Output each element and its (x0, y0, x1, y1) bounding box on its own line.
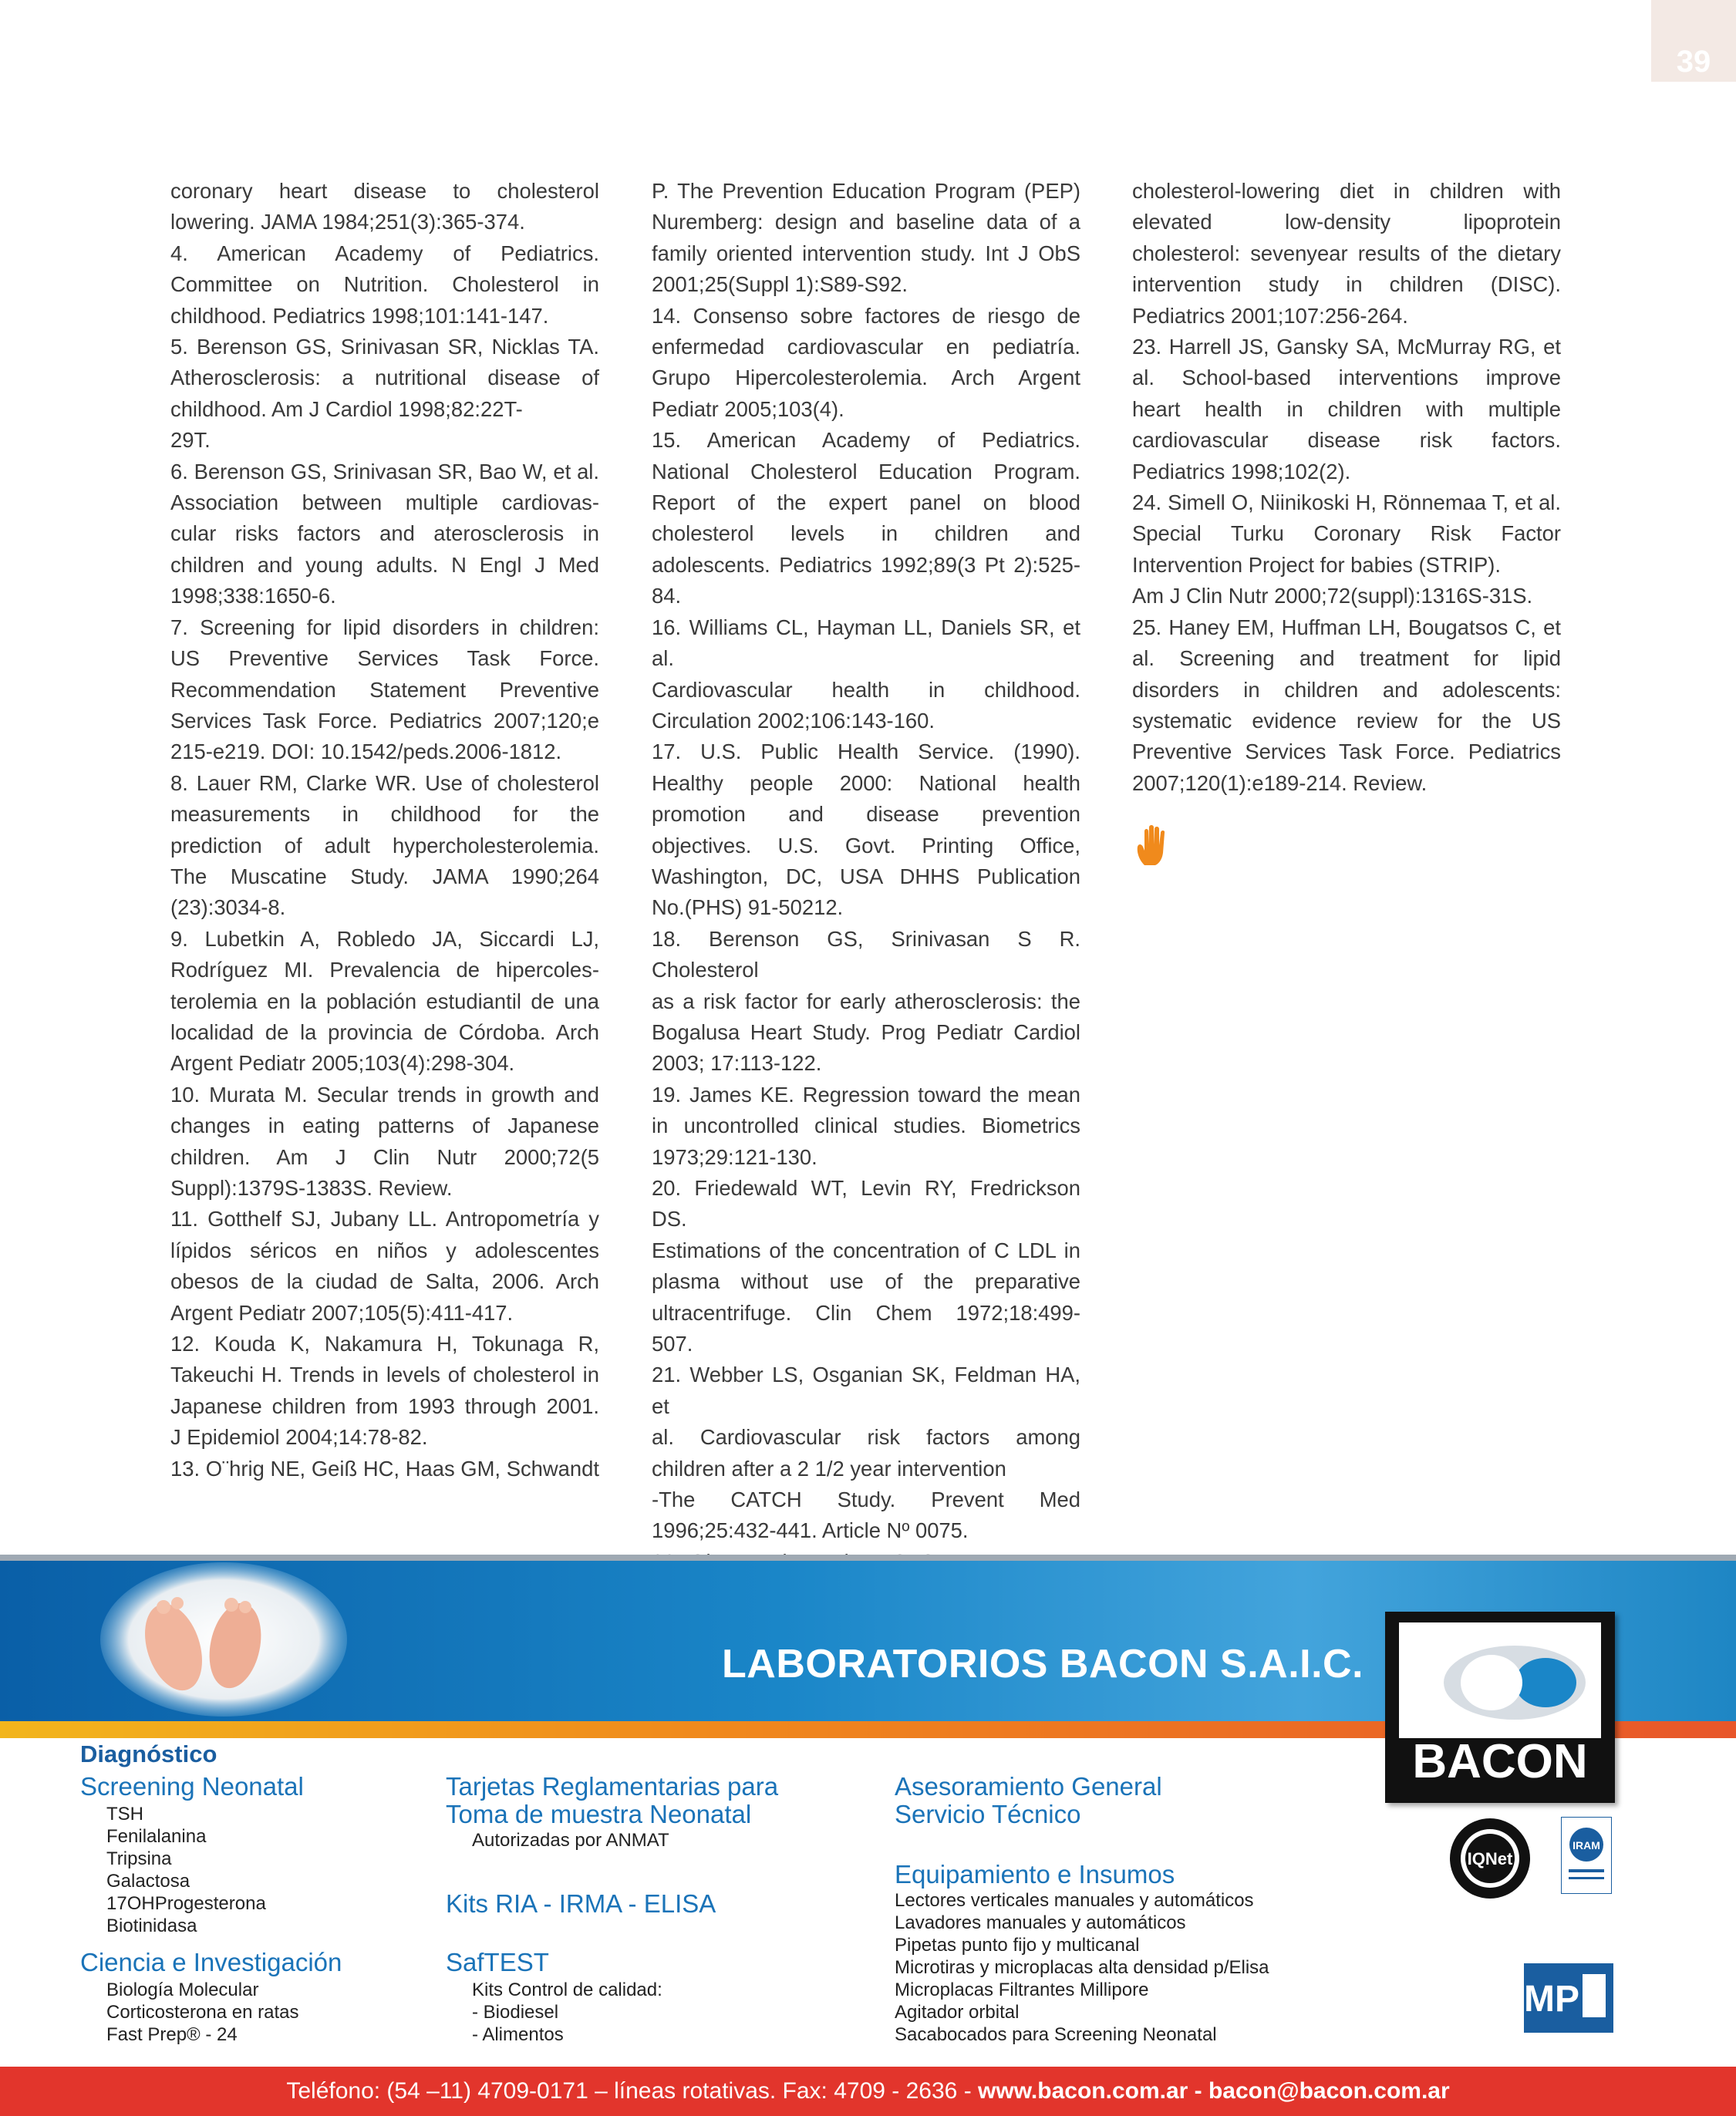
mp-logo (1524, 1963, 1613, 2033)
bacon-logo (1385, 1612, 1615, 1803)
reference-line: 16. Williams CL, Hayman LL, Daniels SR, et al. (652, 615, 1080, 671)
reference-line: 25. Haney EM, Huffman LH, Bougatsos C, et (1132, 615, 1561, 639)
reference-line: 2001;25(Suppl 1):S89-S92. (652, 272, 908, 297)
ciencia-heading: Ciencia e Investigación (80, 1948, 342, 1976)
reference-line: 14. Consenso sobre factores de riesgo de (652, 303, 1080, 328)
reference-line: Committee on Nutrition. Cholesterol in (170, 272, 599, 297)
reference-line: 24. Simell O, Niinikoski H, Rönnemaa T, et al. (1132, 490, 1561, 515)
reference-line: Special Turku Coronary Risk Factor (1132, 521, 1561, 546)
reference-line: 18. Berenson GS, Srinivasan S R. Cholesterol (652, 926, 1080, 982)
reference-line: Washington, DC, USA DHHS Publication (652, 864, 1080, 888)
reference-line: 17. U.S. Public Health Service. (1990). (652, 740, 1080, 764)
reference-line: 9. Lubetkin A, Robledo JA, Siccardi LJ, (170, 926, 599, 951)
reference-line: Pediatrics 2001;107:256-264. (1132, 303, 1408, 328)
contact-web-email[interactable]: www.bacon.com.ar - bacon@bacon.com.ar (978, 2078, 1450, 2104)
reference-line: localidad de la provincia de Córdoba. Arch (170, 1019, 599, 1044)
reference-line: Nuremberg: design and baseline data of a (652, 210, 1080, 234)
reference-line: Argent Pediatr 2005;103(4):298-304. (170, 1051, 515, 1076)
hand-icon (1134, 824, 1174, 867)
reference-line: plasma without use of the preparative (652, 1269, 1080, 1294)
reference-line: 20. Friedewald WT, Levin RY, Fredrickson DS. (652, 1176, 1080, 1232)
reference-line: Association between multiple cardiovas- (170, 490, 599, 515)
list-item: - Alimentos (472, 2024, 564, 2045)
reference-line: Recommendation Statement Preventive (170, 677, 599, 702)
reference-line: P. The Prevention Education Program (PEP) (652, 179, 1080, 203)
reference-line: 4. American Academy of Pediatrics. (170, 241, 599, 265)
reference-line: 29T. (170, 428, 211, 453)
reference-line: heart health in children with multiple (1132, 396, 1561, 421)
saftest-list (472, 1979, 662, 2046)
list-item: Corticosterona en ratas (106, 2002, 299, 2023)
reference-line: lípidos séricos en niños y adolescentes (170, 1238, 599, 1262)
reference-line: 2003; 17:113-122. (652, 1051, 822, 1076)
reference-line: Takeuchi H. Trends in levels of cholesterol in (170, 1363, 599, 1387)
reference-line: (23):3034-8. (170, 895, 286, 920)
list-item: Fenilalanina (106, 1826, 207, 1847)
list-item: Tripsina (106, 1848, 172, 1869)
reference-line: 2007;120(1):e189-214. Review. (1132, 770, 1428, 795)
reference-line: 21. Webber LS, Osganian SK, Feldman HA, et (652, 1363, 1080, 1418)
reference-line: -The CATCH Study. Prevent Med (652, 1488, 1080, 1512)
reference-line: cholesterol levels in children and (652, 521, 1080, 546)
reference-line: systematic evidence review for the US (1132, 708, 1561, 733)
iqnet-seal-icon (1448, 1817, 1532, 1900)
reference-line: cular risks factors and aterosclerosis in (170, 521, 599, 546)
reference-line: childhood. Am J Cardiol 1998;82:22T- (170, 396, 523, 421)
reference-line: children and young adults. N Engl J Med (170, 552, 599, 577)
reference-line: children after a 2 1/2 year intervention (652, 1456, 1006, 1481)
reference-line: intervention study in children (DISC). (1132, 272, 1561, 297)
kits-heading: Kits RIA - IRMA - ELISA (446, 1889, 716, 1918)
reference-line: J Epidemiol 2004;14:78-82. (170, 1425, 428, 1450)
list-item: Fast Prep® - 24 (106, 2024, 238, 2045)
list-item: Microtiras y microplacas alta densidad p/Elisa (895, 1957, 1269, 1978)
reference-line: Cardiovascular health in childhood. (652, 677, 1080, 702)
reference-line: 84. (652, 584, 682, 608)
reference-line: Services Task Force. Pediatrics 2007;120;e (170, 708, 599, 733)
list-item: Agitador orbital (895, 2002, 1020, 2023)
page-number: 39 (1651, 0, 1736, 82)
reference-line: cholesterol: sevenyear results of the dietary (1132, 241, 1561, 265)
tarjetas-heading-1: Tarjetas Reglamentarias para (446, 1772, 779, 1801)
reference-line: 12. Kouda K, Nakamura H, Tokunaga R, (170, 1332, 599, 1356)
advertisement (0, 1555, 1736, 2116)
list-item: 17OHProgesterona (106, 1893, 266, 1914)
equipamiento-heading: Equipamiento e Insumos (895, 1860, 1175, 1889)
reference-line: as a risk factor for early atherosclerosis: the (652, 989, 1080, 1013)
list-item: Galactosa (106, 1871, 190, 1892)
reference-line: cholesterol-lowering diet in children with (1132, 179, 1561, 203)
reference-line: elevated low-density lipoprotein (1132, 210, 1561, 234)
tarjetas-heading-2: Toma de muestra Neonatal (446, 1800, 752, 1828)
reference-line: Am J Clin Nutr 2000;72(suppl):1316S-31S. (1132, 584, 1533, 608)
reference-line: 6. Berenson GS, Srinivasan SR, Bao W, et al. (170, 459, 599, 484)
reference-line: Pediatr 2005;103(4). (652, 396, 844, 421)
screening-list (106, 1803, 266, 1937)
reference-line: 19. James KE. Regression toward the mean (652, 1082, 1080, 1107)
reference-line: children. Am J Clin Nutr 2000;72(5 (170, 1144, 599, 1169)
reference-line: Rodríguez MI. Prevalencia de hipercoles- (170, 958, 599, 982)
reference-line: 8. Lauer RM, Clarke WR. Use of cholesterol (170, 770, 599, 795)
diagnostico-heading: Diagnóstico (80, 1740, 217, 1767)
bacon-logo-mark (1399, 1622, 1601, 1738)
servicio-heading: Servicio Técnico (895, 1800, 1081, 1828)
reference-line: Preventive Services Task Force. Pediatrics (1132, 740, 1561, 764)
reference-line: al. Screening and treatment for lipid (1132, 646, 1561, 671)
reference-line: obesos de la ciudad de Salta, 2006. Arch (170, 1269, 599, 1294)
reference-line: childhood. Pediatrics 1998;101:141-147. (170, 303, 549, 328)
reference-line: al. School-based interventions improve (1132, 366, 1561, 390)
saftest-heading: SafTEST (446, 1948, 549, 1976)
reference-line: measurements in childhood for the (170, 802, 599, 827)
reference-line: 1973;29:121-130. (652, 1144, 817, 1169)
list-item: Pipetas punto fijo y multicanal (895, 1935, 1140, 1956)
reference-line: Argent Pediatr 2007;105(5):411-417. (170, 1300, 514, 1325)
reference-line: No.(PHS) 91-50212. (652, 895, 844, 920)
reference-line: 7. Screening for lipid disorders in children: (170, 615, 599, 639)
reference-line: 5. Berenson GS, Srinivasan SR, Nicklas TA. (170, 335, 599, 359)
reference-line: 1996;25:432-441. Article Nº 0075. (652, 1518, 969, 1543)
reference-line: objectives. U.S. Govt. Printing Office, (652, 833, 1080, 858)
baby-feet-image (100, 1562, 347, 1717)
list-item: Microplacas Filtrantes Millipore (895, 1980, 1149, 2000)
iram-seal-text: IRAM (1573, 1839, 1600, 1852)
reference-line: al. Cardiovascular risk factors among (652, 1425, 1080, 1450)
reference-line: terolemia en la población estudiantil de una (170, 989, 599, 1013)
list-item: Lectores verticales manuales y automáticos (895, 1890, 1254, 1911)
reference-line: cardiovascular disease risk factors. (1132, 428, 1561, 453)
company-name: LABORATORIOS BACON S.A.I.C. (722, 1642, 1364, 1686)
contact-text (0, 2067, 1736, 2116)
reference-line: changes in eating patterns of Japanese (170, 1114, 599, 1138)
reference-line: 13. O¨hrig NE, Geiß HC, Haas GM, Schwandt (170, 1456, 599, 1481)
reference-line: Estimations of the concentration of C LDL in (652, 1238, 1080, 1262)
ciencia-list (106, 1979, 298, 2046)
reference-line: 507. (652, 1332, 693, 1356)
equipamiento-list (895, 1889, 1269, 2046)
list-item: TSH (106, 1804, 143, 1825)
bacon-logo-text: BACON (1412, 1735, 1588, 1788)
reference-line: 215-e219. DOI: 10.1542/peds.2006-1812. (170, 740, 562, 764)
list-item: Biología Molecular (106, 1980, 259, 2000)
reference-line: 10. Murata M. Secular trends in growth and (170, 1082, 599, 1107)
contact-phone-fax: Teléfono: (54 –11) 4709-0171 – líneas rotativas. Fax: 4709 - 2636 - (286, 2078, 979, 2104)
reference-line: Healthy people 2000: National health (652, 770, 1080, 795)
reference-line: ultracentrifuge. Clin Chem 1972;18:499- (652, 1300, 1080, 1325)
reference-line: disorders in children and adolescents: (1132, 677, 1561, 702)
reference-line: lowering. JAMA 1984;251(3):365-374. (170, 210, 525, 234)
reference-column-2 (652, 176, 1080, 1640)
reference-line: coronary heart disease to cholesterol (170, 179, 599, 203)
mp-logo-text: MP (1524, 1979, 1579, 2020)
ad-top-rule (0, 1555, 1736, 1561)
reference-line: Grupo Hipercolesterolemia. Arch Argent (652, 366, 1080, 390)
list-item: Biotinidasa (106, 1916, 197, 1936)
reference-line: Japanese children from 1993 through 2001. (170, 1393, 599, 1418)
contact-footer (0, 2067, 1736, 2116)
screening-heading: Screening Neonatal (80, 1772, 304, 1801)
list-item: Kits Control de calidad: (472, 1980, 662, 2000)
reference-line: National Cholesterol Education Program. (652, 459, 1080, 484)
reference-line: promotion and disease prevention (652, 802, 1080, 827)
iram-seal-icon (1561, 1817, 1612, 1894)
reference-line: Bogalusa Heart Study. Prog Pediatr Cardiol (652, 1019, 1080, 1044)
reference-line: family oriented intervention study. Int J ObS (652, 241, 1080, 265)
asesoramiento-heading: Asesoramiento General (895, 1772, 1162, 1801)
reference-line: Suppl):1379S-1383S. Review. (170, 1176, 453, 1200)
reference-line: prediction of adult hypercholesterolemia. (170, 833, 599, 858)
reference-column-3 (1132, 176, 1561, 799)
reference-line: Circulation 2002;106:143-160. (652, 708, 935, 733)
reference-line: Pediatrics 1998;102(2). (1132, 459, 1351, 484)
reference-line: in uncontrolled clinical studies. Biometrics (652, 1114, 1080, 1138)
reference-line: enfermedad cardiovascular en pediatría. (652, 335, 1080, 359)
reference-line: 1998;338:1650-6. (170, 584, 336, 608)
iqnet-seal-text: IQNet (1467, 1849, 1513, 1868)
list-item: Sacabocados para Screening Neonatal (895, 2024, 1217, 2045)
reference-line: US Preventive Services Task Force. (170, 646, 599, 671)
reference-line: 23. Harrell JS, Gansky SA, McMurray RG, et (1132, 335, 1561, 359)
reference-line: Report of the expert panel on blood (652, 490, 1080, 515)
reference-line: 15. American Academy of Pediatrics. (652, 428, 1080, 453)
reference-line: Atherosclerosis: a nutritional disease of (170, 366, 599, 390)
list-item: - Biodiesel (472, 2002, 559, 2023)
reference-line: 11. Gotthelf SJ, Jubany LL. Antropometría y (170, 1207, 599, 1232)
reference-line: The Muscatine Study. JAMA 1990;264 (170, 864, 599, 888)
reference-column-1 (170, 176, 599, 1484)
reference-line: adolescents. Pediatrics 1992;89(3 Pt 2):525- (652, 552, 1080, 577)
list-item: Lavadores manuales y automáticos (895, 1912, 1186, 1933)
reference-line: Intervention Project for babies (STRIP). (1132, 552, 1502, 577)
tarjetas-subtext: Autorizadas por ANMAT (472, 1830, 669, 1851)
